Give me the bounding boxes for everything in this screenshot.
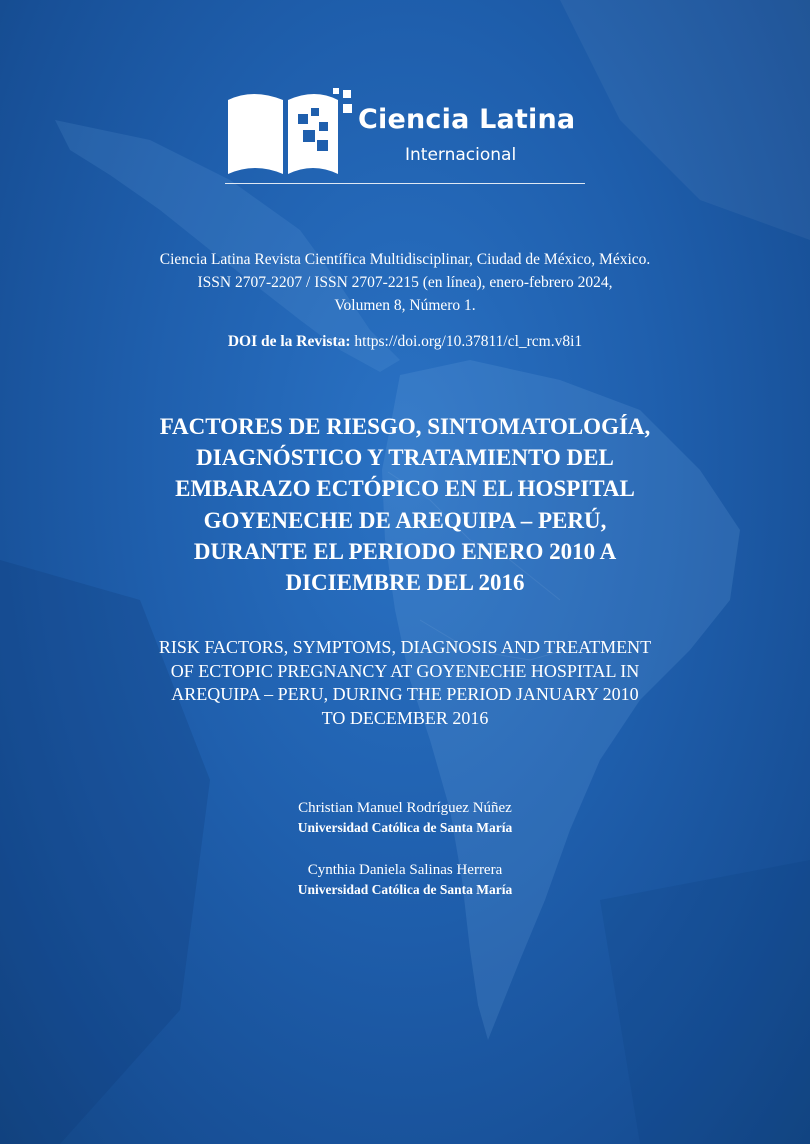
author-affiliation: Universidad Católica de Santa María	[297, 820, 513, 835]
author-affiliation: Universidad Católica de Santa María	[297, 882, 513, 897]
title-english	[40, 636, 770, 730]
brand-name: Ciencia Latina	[358, 104, 576, 135]
title-es-line: EMBARAZO ECTÓPICO EN EL HOSPITAL	[175, 476, 635, 502]
title-en-line: TO DECEMBER 2016	[321, 707, 489, 728]
author-block	[40, 861, 770, 899]
title-en-line: AREQUIPA – PERU, DURING THE PERIOD JANUARY 2010	[171, 684, 639, 704]
title-en-line: OF ECTOPIC PREGNANCY AT GOYENECHE HOSPITAL IN	[170, 660, 640, 681]
brand-subtitle: Internacional	[405, 145, 517, 165]
author-name: Christian Manuel Rodríguez Núñez	[298, 800, 512, 816]
open-book-icon	[225, 88, 355, 180]
logo-divider	[225, 183, 585, 184]
title-es-line: DURANTE EL PERIODO ENERO 2010 A	[193, 538, 617, 564]
author-block	[40, 799, 770, 837]
journal-line-1: Ciencia Latina Revista Científica Multidisciplinar, Ciudad de México, México.	[159, 251, 651, 268]
brand-logo	[225, 88, 590, 188]
author-name: Cynthia Daniela Salinas Herrera	[307, 862, 503, 878]
journal-doi	[40, 333, 770, 351]
doi-link[interactable]: https://doi.org/10.37811/cl_rcm.v8i1	[354, 333, 583, 350]
journal-line-3: Volumen 8, Número 1.	[334, 297, 476, 314]
title-es-line: FACTORES DE RIESGO, SINTOMATOLOGÍA,	[159, 414, 651, 439]
title-es-line: GOYENECHE DE AREQUIPA – PERÚ,	[203, 507, 607, 533]
doi-label: DOI de la Revista:	[227, 333, 351, 350]
journal-line-2: ISSN 2707-2207 / ISSN 2707-2215 (en línea), enero-febrero 2024,	[197, 274, 613, 291]
journal-info	[40, 248, 770, 317]
title-es-line: DICIEMBRE DEL 2016	[285, 570, 525, 596]
title-es-line: DIAGNÓSTICO Y TRATAMIENTO DEL	[196, 445, 614, 471]
title-spanish	[40, 411, 770, 598]
title-en-line: RISK FACTORS, SYMPTOMS, DIAGNOSIS AND TREATMENT	[158, 637, 652, 657]
